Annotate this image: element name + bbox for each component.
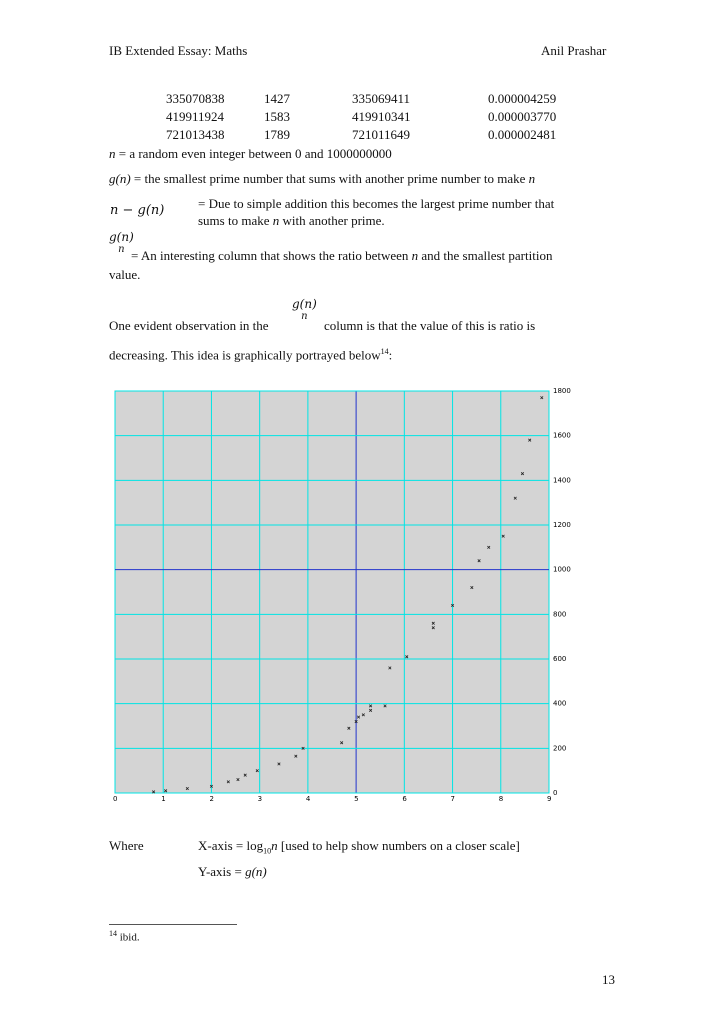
y-tick-label: 0 (553, 789, 558, 797)
table-cell: 0.000003770 (488, 109, 557, 124)
y-tick-label: 1600 (553, 431, 571, 440)
x-tick-label: 2 (209, 795, 214, 803)
g-variable: g(n) (109, 171, 131, 186)
definition-n (109, 146, 392, 162)
difference-line2-n: n (272, 213, 280, 228)
y-tick-label: 800 (553, 610, 567, 619)
definition-ratio-line1 (131, 248, 552, 264)
y-tick-label: 1800 (553, 387, 571, 395)
observation-line2 (109, 344, 392, 363)
ratio-numerator: g(n) (109, 230, 134, 244)
table-cell: 0.000004259 (488, 91, 557, 106)
observation-numerator: g(n) (292, 297, 317, 311)
table-cell: 335070838 (166, 91, 225, 106)
y-tick-label: 600 (553, 655, 567, 663)
definition-g-text: = the smallest prime number that sums with another prime number to make (130, 171, 529, 186)
where-label: Where (109, 838, 144, 853)
table-cell: 335069411 (352, 91, 411, 106)
ratio-line1-a: = An interesting column that shows the ratio between (131, 248, 412, 263)
table-cell: 419911924 (166, 109, 225, 124)
scatter-chart-svg (109, 386, 575, 804)
x-tick-label: 7 (450, 795, 456, 803)
table-cell: 1583 (264, 109, 290, 124)
x-axis-explanation (198, 838, 520, 860)
x-tick-label: 1 (161, 795, 166, 803)
ratio-line1-b: and the smallest partition (418, 248, 553, 263)
x-axis-explanation-n: n (271, 838, 278, 853)
table-cell: 1789 (264, 127, 290, 142)
x-tick-label: 0 (113, 795, 118, 803)
table-cell: 419910341 (352, 109, 411, 124)
x-axis-explanation-a: X-axis = log (198, 838, 264, 853)
definition-g-text-end: n (528, 171, 536, 186)
observation-denominator: n (301, 311, 308, 322)
ratio-line1-n: n (411, 248, 419, 263)
table-cell: 721013438 (166, 127, 225, 142)
definition-g (109, 171, 535, 187)
y-axis-explanation-a: Y-axis = (198, 864, 246, 879)
observation-fraction (292, 298, 317, 322)
definition-difference-line2 (198, 213, 385, 229)
x-tick-label: 5 (354, 795, 359, 803)
y-tick-label: 1000 (553, 565, 571, 574)
running-header-title: IB Extended Essay: Maths (109, 43, 248, 58)
table-cell: 1427 (264, 91, 290, 106)
ratio-denominator: n (118, 244, 125, 255)
definition-ratio-line2: value. (109, 267, 141, 282)
x-tick-label: 4 (305, 795, 311, 803)
observation-line1-b: column is that the value of this is ratio is (324, 318, 536, 333)
definition-difference-line1: = Due to simple addition this becomes the largest prime number that (198, 196, 555, 211)
scatter-chart (109, 386, 575, 804)
difference-line2-a: sums to make (198, 213, 273, 228)
x-tick-label: 8 (498, 795, 504, 803)
y-tick-label: 200 (553, 744, 567, 753)
observation-line2-text: decreasing. This idea is graphically portrayed below (109, 347, 381, 363)
n-variable: n (109, 146, 116, 161)
x-tick-label: 3 (257, 795, 263, 803)
plot-area (115, 391, 549, 793)
difference-line2-b: with another prime. (279, 213, 385, 228)
footnote-number: 14 (109, 929, 117, 938)
table-cell: 0.000002481 (488, 127, 557, 142)
x-tick-label: 6 (402, 795, 407, 803)
footnote-divider (109, 924, 237, 925)
x-axis-explanation-sub: 10 (263, 846, 272, 856)
y-tick-label: 1400 (553, 476, 571, 485)
footnote-reference: 14 (380, 347, 389, 356)
table-cell: 721011649 (352, 127, 411, 142)
x-tick-label: 9 (547, 795, 552, 803)
running-header-author: Anil Prashar (541, 43, 607, 58)
x-axis-explanation-b: [used to help show numbers on a closer scale] (277, 838, 520, 853)
y-axis-explanation-g: g(n) (245, 864, 267, 879)
page-number: 13 (602, 972, 615, 987)
y-tick-label: 400 (553, 699, 567, 708)
y-tick-label: 1200 (553, 521, 571, 529)
y-axis-explanation (198, 864, 267, 880)
observation-line2-end: : (388, 347, 393, 363)
difference-expression: n − g(n) (110, 203, 165, 218)
footnote-text: ibid. (117, 931, 140, 944)
observation-line1-a: One evident observation in the (109, 318, 269, 333)
footnote (109, 929, 140, 944)
definition-n-text: = a random even integer between 0 and 1000000000 (115, 146, 392, 161)
